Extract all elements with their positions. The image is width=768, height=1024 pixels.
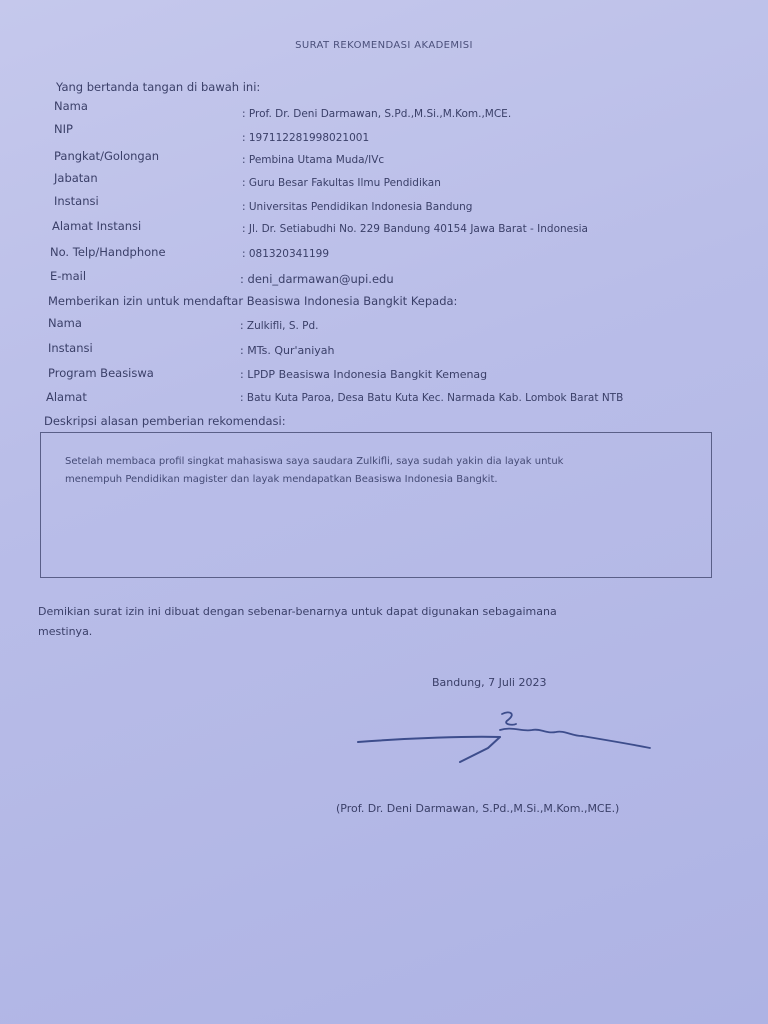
recipient-address-value: : Batu Kuta Paroa, Desa Batu Kuta Kec. Narmada Kab. Lombok Barat NTB bbox=[240, 392, 624, 404]
recipient-address-label: Alamat bbox=[46, 390, 87, 404]
recommender-nip-value: : 197112281998021001 bbox=[242, 132, 370, 144]
description-box bbox=[40, 432, 712, 578]
recommender-nip-label: NIP bbox=[54, 122, 73, 136]
recipient-institution-label: Instansi bbox=[48, 341, 93, 355]
recommender-name-label: Nama bbox=[54, 99, 88, 113]
recommender-position-value: : Guru Besar Fakultas Ilmu Pendidikan bbox=[242, 177, 441, 189]
recommender-name-value: : Prof. Dr. Deni Darmawan, S.Pd.,M.Si.,M.Kom.,MCE. bbox=[242, 108, 512, 120]
recipient-name-label: Nama bbox=[48, 316, 82, 330]
handwritten-signature bbox=[350, 700, 660, 780]
recommender-phone-value: : 081320341199 bbox=[242, 248, 330, 260]
recommender-position-label: Jabatan bbox=[54, 171, 98, 185]
closing-line-1: Demikian surat izin ini dibuat dengan sebenar-benarnya untuk dapat digunakan sebagaimana bbox=[38, 605, 557, 618]
closing-statement bbox=[38, 602, 678, 642]
recommender-rank-label: Pangkat/Golongan bbox=[54, 149, 160, 163]
recommender-email-value: : deni_darmawan@upi.edu bbox=[240, 272, 394, 286]
description-line-2: menempuh Pendidikan magister dan layak mendapatkan Beasiswa Indonesia Bangkit. bbox=[65, 474, 498, 485]
recommender-rank-value: : Pembina Utama Muda/IVc bbox=[242, 154, 385, 166]
permission-heading: Memberikan izin untuk mendaftar Beasiswa Indonesia Bangkit Kepada: bbox=[48, 294, 458, 308]
recommender-address-value: : Jl. Dr. Setiabudhi No. 229 Bandung 40154 Jawa Barat - Indonesia bbox=[242, 223, 588, 235]
letter-title: SURAT REKOMENDASI AKADEMISI bbox=[295, 40, 473, 51]
description-text bbox=[65, 453, 685, 489]
closing-line-2: mestinya. bbox=[38, 625, 93, 638]
recommender-institution-label: Instansi bbox=[54, 194, 99, 208]
recipient-institution-value: : MTs. Qur'aniyah bbox=[240, 344, 335, 357]
place-date: Bandung, 7 Juli 2023 bbox=[432, 676, 547, 689]
description-line-1: Setelah membaca profil singkat mahasiswa saya saudara Zulkifli, saya sudah yakin dia layak untuk bbox=[65, 456, 564, 467]
intro-text: Yang bertanda tangan di bawah ini: bbox=[56, 80, 261, 94]
recommender-email-label: E-mail bbox=[50, 269, 87, 283]
description-heading: Deskripsi alasan pemberian rekomendasi: bbox=[44, 414, 286, 428]
recommender-institution-value: : Universitas Pendidikan Indonesia Bandung bbox=[242, 201, 473, 213]
recommender-phone-label: No. Telp/Handphone bbox=[50, 245, 166, 259]
recommender-address-label: Alamat Instansi bbox=[52, 219, 142, 233]
signer-name: (Prof. Dr. Deni Darmawan, S.Pd.,M.Si.,M.Kom.,MCE.) bbox=[336, 802, 620, 815]
recipient-program-value: : LPDP Beasiswa Indonesia Bangkit Kemenag bbox=[240, 368, 488, 381]
recipient-name-value: : Zulkifli, S. Pd. bbox=[240, 320, 319, 332]
recipient-program-label: Program Beasiswa bbox=[48, 366, 154, 380]
